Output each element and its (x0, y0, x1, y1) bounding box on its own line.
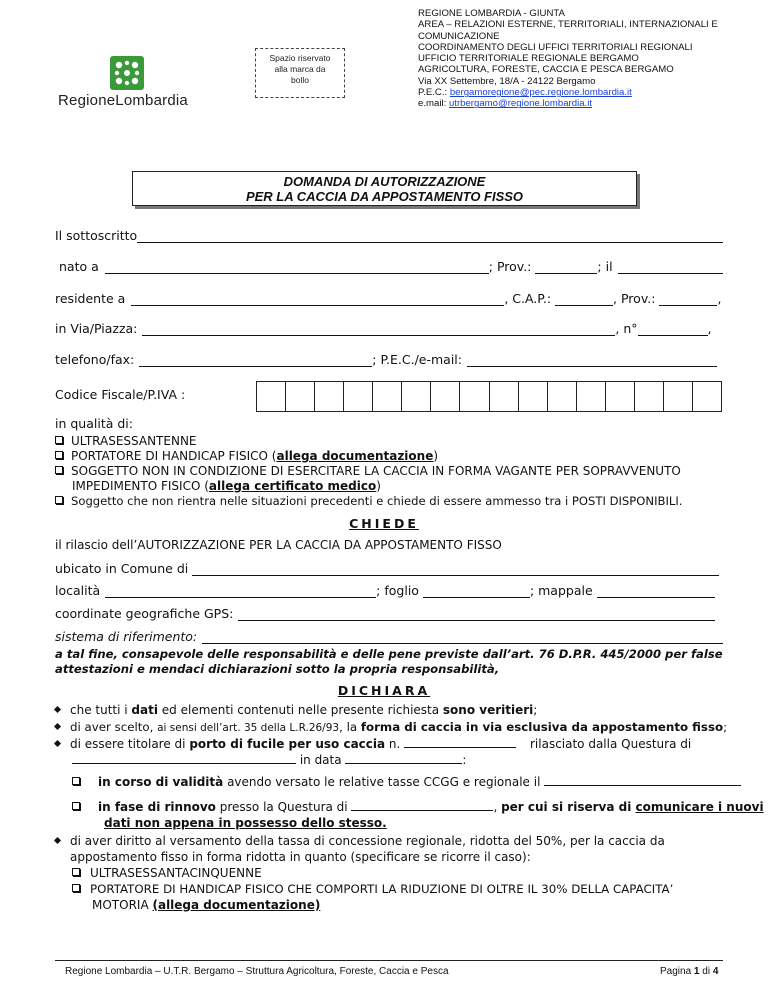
office-line: COORDINAMENTO DEGLI UFFICI TERRITORIALI REGIONALI (418, 41, 693, 53)
option-label: ULTRASESSANTENNE (71, 434, 197, 448)
email-line: e.mail: utrbergamo@regione.lombardia.it (418, 98, 592, 110)
sub-option-rinnovo-cont: dati non appena in possesso dello stesso. (104, 816, 387, 830)
label: ubicato in Comune di (55, 561, 189, 576)
checkbox[interactable] (72, 884, 80, 892)
birthdate-field[interactable] (618, 262, 723, 274)
porto-number-field[interactable] (404, 737, 516, 748)
reduction-option-handicap[interactable]: PORTATORE DI HANDICAP FISICO CHE COMPORTI LA RIDUZIONE DI OLTRE IL 30% DELLA CAPACITA’ (72, 882, 752, 897)
residence-field[interactable] (131, 294, 504, 306)
stamp-area (255, 48, 345, 98)
dichiara-item-4b: appostamento fisso in forma ridotta in quanto (specificare se ricorre il caso): (70, 850, 531, 864)
birth-province-field[interactable] (535, 262, 597, 274)
foglio-field[interactable] (423, 586, 530, 598)
label: in qualità di: (55, 416, 133, 431)
rilascio-text (55, 537, 723, 553)
label: coordinate geografiche GPS: (55, 606, 234, 621)
office-line: AREA – RELAZIONI ESTERNE, TERRITORIALI, INTERNAZIONALI E (418, 19, 718, 31)
bullet-icon (54, 706, 61, 713)
address-field[interactable] (142, 324, 615, 336)
dichiara-item-4: di aver diritto al versamento della tassa di concessione regionale, ridotta del 50%, per la caccia da (55, 834, 735, 849)
reduction-option-ultrasessantacinque[interactable]: ULTRASESSANTACINQUENNE (72, 866, 752, 881)
pec-line: P.E.C.: bergamoregione@pec.regione.lombardia.it (418, 87, 632, 99)
checkbox[interactable] (55, 436, 63, 444)
office-line: Via XX Settembre, 18/A - 24122 Bergamo (418, 75, 596, 87)
label: Il sottoscritto (55, 228, 138, 243)
comune-field[interactable] (192, 564, 719, 576)
label: ; il (597, 259, 613, 274)
label: , (717, 291, 722, 306)
chiede-heading: CHIEDE (349, 516, 419, 531)
option-label: SOGGETTO NON IN CONDIZIONE DI ESERCITARE LA CACCIA IN FORMA VAGANTE PER SOPRAVVENUTO (71, 464, 681, 478)
mappale-field[interactable] (597, 586, 715, 598)
checkbox[interactable] (55, 466, 63, 474)
office-line: AGRICOLTURA, FORESTE, CACCIA E PESCA BERGAMO (418, 64, 674, 76)
stamp-text: alla marca da (274, 64, 326, 74)
label: in Via/Piazza: (55, 321, 138, 336)
sub-option-rinnovo[interactable]: in fase di rinnovo presso la Questura di , per cui si riserva di comunicare i nuovi (72, 800, 752, 815)
option-label: allega certificato medico (208, 479, 377, 493)
riferimento-field[interactable] (202, 632, 723, 644)
gps-field[interactable] (238, 609, 715, 621)
option-label: allega documentazione (276, 449, 434, 463)
checkbox[interactable] (72, 802, 80, 810)
email-link[interactable]: utrbergamo@regione.lombardia.it (448, 98, 592, 110)
dichiara-item-1: che tutti i dati ed elementi contenuti nelle presente richiesta sono veritieri; (55, 703, 735, 718)
brand-name: RegioneLombardia (58, 92, 188, 109)
sottoscritto-field[interactable] (137, 231, 723, 243)
cap-field[interactable] (555, 294, 613, 306)
title-line: DOMANDA DI AUTORIZZAZIONE (283, 174, 486, 189)
tasse-date-field[interactable] (544, 775, 741, 786)
checkbox[interactable] (72, 868, 80, 876)
stamp-text: bollo (291, 75, 309, 85)
regione-lombardia-logo (58, 56, 208, 109)
label: , n° (615, 321, 638, 336)
label: località (55, 583, 101, 598)
option-ultrasessantenne[interactable] (55, 434, 735, 449)
statement-line: a tal fine, consapevole delle responsabilità e delle pene previste dall’art. 76 D.P.R. 445/2000 per false (55, 647, 723, 661)
option-impedimento[interactable] (55, 464, 735, 479)
residence-province-field[interactable] (659, 294, 717, 306)
rinnovo-questura-field[interactable] (351, 800, 493, 811)
porto-date-field[interactable] (345, 753, 462, 764)
stamp-text: Spazio riservato (269, 53, 331, 63)
footer-text: Regione Lombardia – U.T.R. Bergamo – Struttura Agricoltura, Foreste, Caccia e Pesca (65, 966, 449, 977)
dichiara-item-3b: in data : (72, 753, 752, 768)
option-label: Soggetto che non rientra nelle situazioni precedenti e chiede di essere ammesso tra i POSTI DISPONIBILI. (71, 494, 683, 508)
dichiara-item-3: di essere titolare di porto di fucile per uso caccia n. rilasciato dalla Questura di (55, 737, 735, 752)
option-handicap[interactable] (55, 449, 735, 464)
footer-divider (55, 960, 723, 961)
rosa-camuna-icon (110, 56, 144, 90)
label: ; P.E.C./e-mail: (372, 352, 462, 367)
checkbox[interactable] (55, 451, 63, 459)
label: telefono/fax: (55, 352, 135, 367)
qualita-label (55, 416, 723, 432)
option-label: IMPEDIMENTO FISICO ( (72, 479, 209, 493)
row-residente (55, 291, 723, 307)
row-gps (55, 606, 723, 622)
bullet-icon (54, 740, 61, 747)
office-address (418, 8, 758, 110)
phone-field[interactable] (139, 355, 372, 367)
option-label: ) (376, 479, 381, 493)
label: , C.A.P.: (504, 291, 552, 306)
checkbox[interactable] (72, 777, 80, 785)
row-localita (55, 583, 723, 599)
row-comune (55, 561, 723, 577)
statement (55, 662, 735, 677)
label: sistema di riferimento: (55, 629, 198, 644)
title-line: PER LA CACCIA DA APPOSTAMENTO FISSO (245, 189, 524, 204)
questura-field[interactable] (72, 753, 296, 764)
label: ; Prov.: (488, 259, 532, 274)
row-nato (55, 259, 723, 275)
office-line: UFFICIO TERRITORIALE REGIONALE BERGAMO (418, 53, 639, 65)
page-number: Pagina 1 di 4 (660, 966, 719, 977)
dichiara-heading: DICHIARA (337, 683, 431, 698)
birthplace-field[interactable] (105, 262, 489, 274)
row-riferimento (55, 629, 723, 645)
dichiara-item-2: di aver scelto, ai sensi dell’art. 35 della L.R.26/93, la forma di caccia in via esclusiva da appostamento fisso; (55, 720, 735, 736)
reduction-option-handicap-cont: MOTORIA (allega documentazione) (92, 898, 321, 912)
bullet-icon (54, 723, 61, 730)
label: residente a (55, 291, 126, 306)
text: il rilascio dell’AUTORIZZAZIONE PER LA CACCIA DA APPOSTAMENTO FISSO (55, 538, 502, 552)
localita-field[interactable] (105, 586, 376, 598)
statement (55, 647, 735, 662)
label: ; mappale (529, 583, 593, 598)
tax-code-boxes[interactable] (256, 381, 722, 412)
label: Codice Fiscale/P.IVA : (55, 387, 186, 402)
checkbox[interactable] (55, 496, 63, 504)
pec-email-field[interactable] (467, 355, 717, 367)
street-number-field[interactable] (638, 324, 708, 336)
row-telefono (55, 352, 723, 368)
option-posti-disponibili[interactable] (55, 494, 735, 509)
office-line: COMUNICAZIONE (418, 30, 500, 42)
bullet-icon (54, 837, 61, 844)
option-label: ) (433, 449, 439, 463)
row-sottoscritto (55, 228, 723, 244)
row-via (55, 321, 723, 337)
option-label: PORTATORE DI HANDICAP FISICO ( (71, 449, 277, 463)
label: , Prov.: (613, 291, 656, 306)
option-impedimento-cont (72, 479, 752, 494)
label: ; foglio (376, 583, 419, 598)
label: nato a (59, 259, 99, 274)
statement-line: attestazioni e mendaci dichiarazioni sotto la propria responsabilità, (55, 662, 500, 676)
pec-link[interactable]: bergamoregione@pec.regione.lombardia.it (449, 87, 632, 99)
label: , (707, 321, 712, 336)
sub-option-validita[interactable]: in corso di validità avendo versato le relative tasse CCGG e regionale il (72, 775, 752, 790)
document-title (132, 171, 637, 206)
office-line: REGIONE LOMBARDIA - GIUNTA (418, 8, 565, 19)
